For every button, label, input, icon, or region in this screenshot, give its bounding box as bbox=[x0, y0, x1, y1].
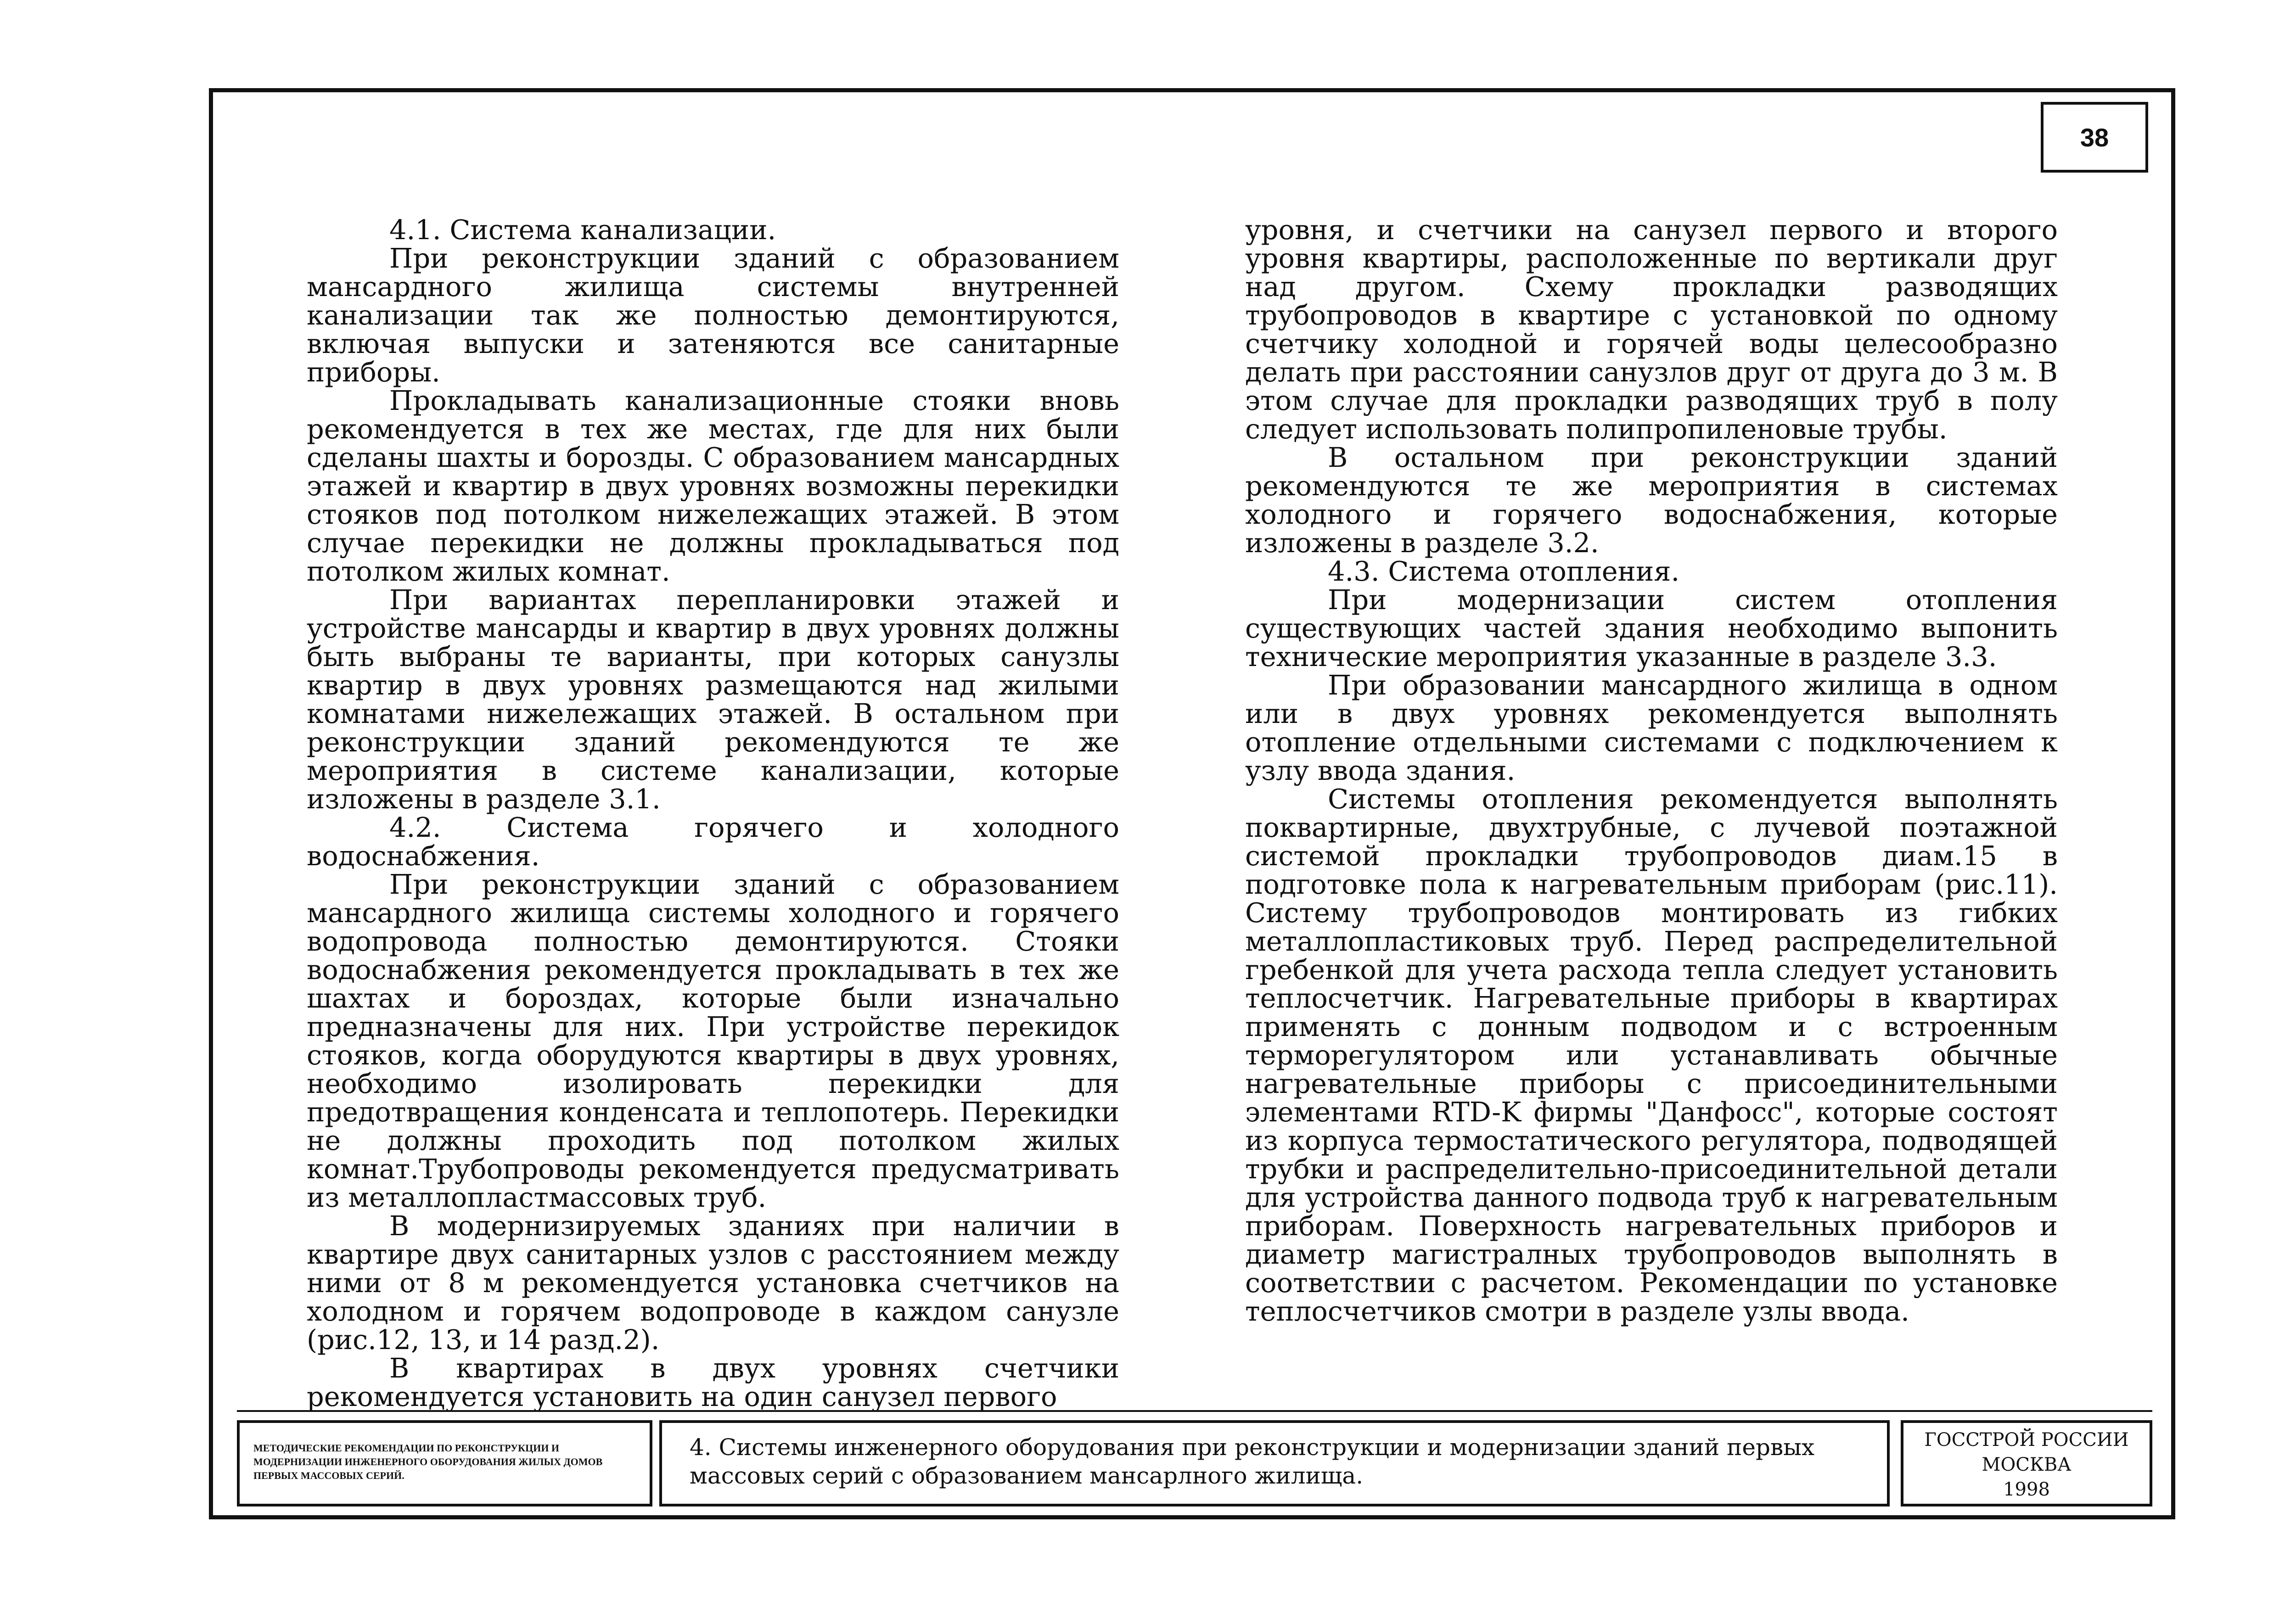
footer-document-title: МЕТОДИЧЕСКИЕ РЕКОМЕНДАЦИИ ПО РЕКОНСТРУКЦИИ И МОДЕРНИЗАЦИИ ИНЖЕНЕРНОГО ОБОРУДОВАНИЯ ЖИЛЫХ ДОМОВ ПЕРВЫХ МАССОВЫХ СЕРИЙ. bbox=[237, 1420, 652, 1506]
paragraph: В остальном при реконструкции зданий рекомендуются те же мероприятия в системах холодного и горячего водоснабжения, которые изложены в разделе 3.2. bbox=[1245, 442, 2058, 559]
publisher-org: ГОССТРОЙ РОССИИ bbox=[1924, 1429, 2129, 1450]
paragraph: В квартирах в двух уровнях счетчики рекомендуется установить на один санузел первого bbox=[307, 1352, 1119, 1412]
paragraph: Системы отопления рекомендуется выполнять поквартирные, двухтрубные, с лучевой поэтажной системой прокладки трубопроводов диам.15 в подготовке пола к нагревательным приборам (рис.11). Систему трубопроводов монтировать из гибких металлопластиковых труб. Перед распределительной гребенкой для учета расхода тепла следует установить теплосчетчик. Нагревательные приборы в квартирах применять с донным подводом и с встроенным терморегулятором или устанавливать обычные нагревательные приборы с присоединительными элементами RTD-K фирмы "Данфосс", которые состоят из корпуса термостатического регулятора, подводящей трубки и распределительно-присоединительной детали для устройства данного подвода труб к нагревательным приборам. Поверхность нагревательных приборов и диаметр магистралных трубопроводов выполнять в соответствии с расчетом. Рекомендации по установке теплосчетчиков смотри в разделе узлы ввода. bbox=[1245, 783, 2058, 1327]
paragraph: уровня, и счетчики на санузел первого и второго уровня квартиры, расположенные по вертикали друг над другом. Схему прокладки разводящих трубопроводов в квартире с установкой по одному счетчику холодной и горячей воды целесообразно делать при расстоянии санузлов друг от друга до 3 м. В этом случае для прокладки разводящих труб в полу следует использовать полипропиленовые трубы. bbox=[1245, 214, 2058, 445]
paragraph: 4.1. Система канализации. bbox=[389, 214, 776, 246]
footer-divider bbox=[237, 1410, 2152, 1412]
footer-section-title: 4. Системы инженерного оборудования при реконструкции и модернизации зданий первых массовых серий с образованием мансарлного жилища. bbox=[659, 1420, 1890, 1506]
paragraph: При реконструкции зданий с образованием мансардного жилища системы холодного и горячего водопровода полностью демонтируются. Стояки водоснабжения рекомендуется прокладывать в тех же шахтах и бороздах, которые были изначально предназначены для них. При устройстве перекидок стояков, когда оборудуются квартиры в двух уровнях, необходимо изолировать перекидки для предотвращения конденсата и теплопотерь. Перекидки не должны проходить под потолком жилых комнат.Трубопроводы рекомендуется предусматривать из металлопластмассовых труб. bbox=[307, 868, 1119, 1213]
publisher-year: 1998 bbox=[2003, 1479, 2050, 1500]
page-number: 38 bbox=[2041, 102, 2148, 173]
paragraph: Прокладывать канализационные стояки вновь рекомендуется в тех же местах, где для них были сделаны шахты и борозды. С образованием мансардных этажей и квартир в двух уровнях возможны перекидки стояков под потолком нижележащих этажей. В этом случае перекидки не должны прокладываться под потолком жилых комнат. bbox=[307, 385, 1119, 587]
paragraph: При вариантах перепланировки этажей и устройстве мансарды и квартир в двух уровнях должны быть выбраны те варианты, при которых санузлы квартир в двух уровнях размещаются над жилыми комнатами нижележащих этажей. В остальном при реконструкции зданий рекомендуются те же мероприятия в системе канализации, которые изложены в разделе 3.1. bbox=[307, 584, 1119, 815]
paragraph: 4.2. Система горячего и холодного водоснабжения. bbox=[307, 812, 1119, 872]
paragraph: В модернизируемых зданиях при наличии в квартире двух санитарных узлов с расстоянием между ними от 8 м рекомендуется установка счетчиков на холодном и горячем водопроводе в каждом санузле (рис.12, 13, и 14 разд.2). bbox=[307, 1210, 1119, 1355]
paragraph: При образовании мансардного жилища в одном или в двух уровнях рекомендуется выполнять отопление отдельными системами с подключением к узлу ввода здания. bbox=[1245, 669, 2058, 786]
publisher-city: МОСКВА bbox=[1982, 1454, 2072, 1475]
left-text-column bbox=[307, 216, 1119, 1411]
paragraph: При реконструкции зданий с образованием мансардного жилища системы внутренней канализации так же полностью демонтируются, включая выпуски и затеняются все санитарные приборы. bbox=[307, 242, 1119, 388]
paragraph: 4.3. Система отопления. bbox=[1328, 555, 1680, 587]
footer-publisher bbox=[1901, 1420, 2152, 1506]
paragraph: При модернизации систем отопления существующих частей здания необходимо выпонить технические мероприятия указанные в разделе 3.3. bbox=[1245, 584, 2058, 672]
right-text-column bbox=[1245, 216, 2058, 1326]
